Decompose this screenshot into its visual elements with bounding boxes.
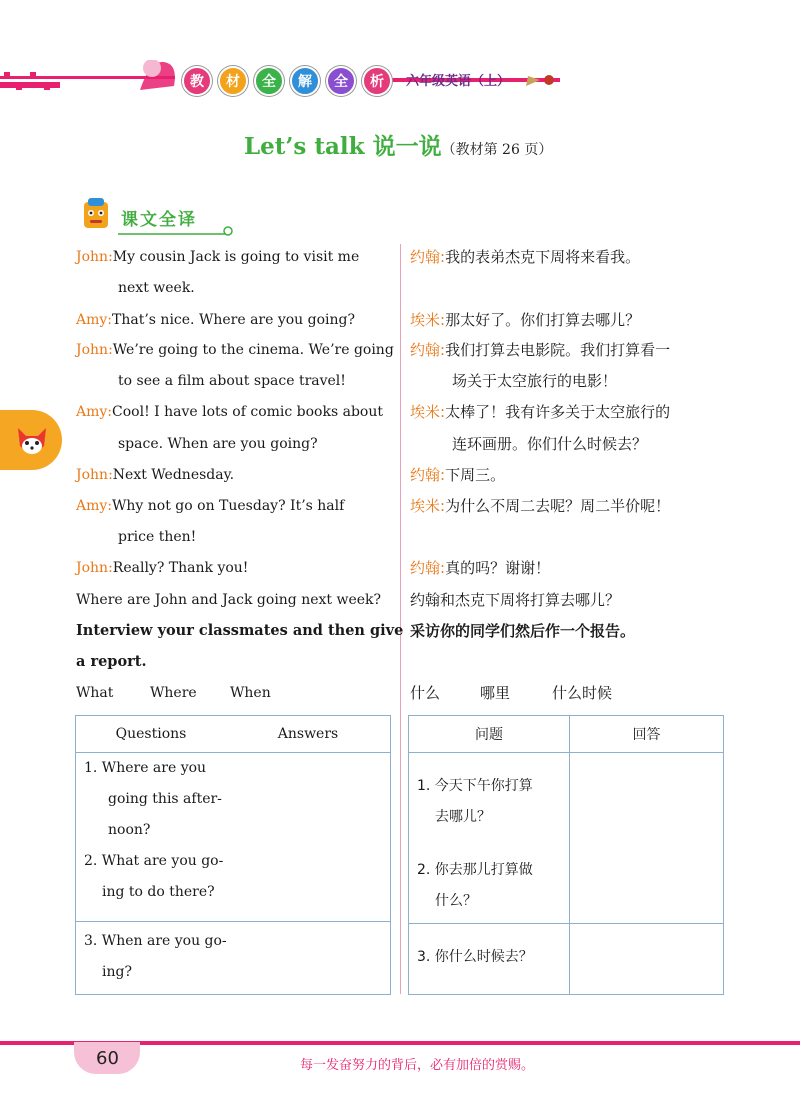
header-stripe [0, 60, 800, 100]
series-char: 全 [326, 66, 356, 96]
dialogue-line: Amy:Why not go on Tuesday? It’s half [76, 498, 345, 514]
dialogue-line-cont: space. When are you going? [118, 436, 318, 452]
line-text: 下周三。 [445, 466, 506, 484]
speaker-name: 埃米 [410, 403, 441, 421]
series-char: 析 [362, 66, 392, 96]
keyword-where: Where [150, 685, 197, 701]
speaker-name: Amy [76, 404, 108, 420]
table-header-questions: Questions [76, 716, 227, 753]
dialogue-line: 约翰:真的吗？谢谢！ [410, 559, 551, 577]
speaker-name: 埃米 [410, 497, 441, 515]
keyword-when: When [230, 685, 271, 701]
book-title: 六年级英语（上） [406, 74, 511, 89]
keyword-where-zh: 哪里 [480, 684, 511, 702]
dialogue-line-cont: price then! [118, 529, 197, 545]
dialogue-line: John:Really? Thank you! [76, 560, 249, 576]
speaker-name: Amy [76, 498, 108, 514]
question-line: 什么？ [435, 893, 477, 909]
line-text: 我的表弟杰克下周将来看我。 [445, 248, 641, 266]
series-char: 教 [182, 66, 212, 96]
line-text: Next Wednesday. [112, 467, 235, 483]
page-number: 60 [96, 1048, 119, 1069]
dialogue-line-cont: next week. [118, 280, 195, 296]
dialogue-line: 埃米:太棒了！我有许多关于太空旅行的 [410, 403, 671, 421]
speaker-name: John [76, 560, 109, 576]
fox-mascot-icon [12, 420, 52, 460]
line-text: Cool! I have lots of comic books about [112, 404, 383, 420]
dialogue-line: John:Next Wednesday. [76, 467, 235, 483]
keyword-when-zh: 什么时候 [552, 684, 613, 702]
column-divider [400, 244, 401, 994]
dialogue-line: John:We’re going to the cinema. We’re going [76, 342, 394, 358]
question-line: 2. What are you go- [84, 853, 224, 869]
dialogue-line: 埃米:为什么不周二去呢？周二半价呢！ [410, 497, 671, 515]
line-text: Why not go on Tuesday? It’s half [112, 498, 345, 514]
table-header-answers: Answers [226, 716, 391, 753]
dialogue-line: 约翰:下周三。 [410, 466, 506, 484]
table-row [76, 922, 391, 995]
dialogue-line: Amy:That’s nice. Where are you going? [76, 312, 355, 328]
table-row [76, 753, 391, 922]
question-line: 3. When are you go- [84, 933, 227, 949]
section-underline [118, 225, 233, 237]
question-line: ing to do there? [102, 884, 215, 900]
answer-cell[interactable] [570, 753, 724, 924]
speaker-name: 约翰 [410, 248, 441, 266]
question-line: going this after- [108, 791, 222, 807]
robot-mascot-icon [78, 196, 114, 232]
series-char: 全 [254, 66, 284, 96]
question-chinese: 约翰和杰克下周将打算去哪儿？ [410, 591, 621, 609]
speaker-name: John [76, 467, 109, 483]
instruction-english-line: a report. [76, 653, 147, 670]
speaker-name: John [76, 249, 109, 265]
speaker-name: 埃米 [410, 311, 441, 329]
table-row [409, 924, 570, 995]
lesson-title-text: Let’s talk 说一说 [244, 133, 442, 160]
question-line: 3. 你什么时候去？ [417, 949, 533, 965]
line-text: 真的吗？谢谢！ [445, 559, 551, 577]
interview-table-english [75, 715, 391, 995]
dialogue-line-cont: to see a film about space travel! [118, 373, 346, 389]
speaker-name: 约翰 [410, 559, 441, 577]
instruction-english-line: Interview your classmates and then give [76, 622, 404, 639]
line-text: We’re going to the cinema. We’re going [112, 342, 394, 358]
line-text: My cousin Jack is going to visit me [112, 249, 360, 265]
line-text: Really? Thank you! [112, 560, 249, 576]
answer-cell[interactable] [570, 924, 724, 995]
line-text: That’s nice. Where are you going? [112, 312, 355, 328]
question-line: noon? [108, 822, 151, 838]
keyword-what-zh: 什么 [410, 684, 441, 702]
line-text: 那太好了。你们打算去哪儿？ [445, 311, 641, 329]
question-line: 去哪儿？ [435, 809, 491, 825]
table-header-questions: 问题 [409, 716, 570, 753]
line-text: 太棒了！我有许多关于太空旅行的 [445, 403, 671, 421]
question-line: 2. 你去那儿打算做 [417, 862, 533, 878]
instruction-chinese: 采访你的同学们然后作一个报告。 [410, 622, 636, 640]
question-line: 1. Where are you [84, 760, 207, 776]
lesson-title [244, 128, 552, 161]
series-char: 材 [218, 66, 248, 96]
interview-table-chinese [408, 715, 724, 995]
dialogue-line: 约翰:我们打算去电影院。我们打算看一 [410, 341, 671, 359]
speaker-name: 约翰 [410, 466, 441, 484]
question-line: ing? [102, 964, 132, 980]
dialogue-line-cont: 连环画册。你们什么时候去？ [452, 435, 648, 453]
question-line: 1. 今天下午你打算 [417, 778, 533, 794]
page-reference: （教材第 26 页） [441, 142, 553, 158]
section-title: 课文全译 [121, 210, 197, 230]
speaker-name: 约翰 [410, 341, 441, 359]
line-text: 我们打算去电影院。我们打算看一 [445, 341, 671, 359]
dialogue-line: John:My cousin Jack is going to visit me [76, 249, 360, 265]
side-tab [0, 410, 62, 470]
dialogue-line: 埃米:那太好了。你们打算去哪儿？ [410, 311, 641, 329]
question-english: Where are John and Jack going next week? [76, 592, 382, 608]
speaker-name: John [76, 342, 109, 358]
speaker-name: Amy [76, 312, 108, 328]
series-char: 解 [290, 66, 320, 96]
dialogue-line: Amy:Cool! I have lots of comic books about [76, 404, 383, 420]
table-row [409, 753, 570, 924]
table-header-answers: 回答 [570, 716, 724, 753]
keyword-what: What [76, 685, 114, 701]
line-text: 为什么不周二去呢？周二半价呢！ [445, 497, 671, 515]
dialogue-line-cont: 场关于太空旅行的电影！ [452, 372, 618, 390]
dialogue-line: 约翰:我的表弟杰克下周将来看我。 [410, 248, 641, 266]
footer-motto: 每一发奋努力的背后，必有加倍的赏赐。 [300, 1058, 535, 1073]
